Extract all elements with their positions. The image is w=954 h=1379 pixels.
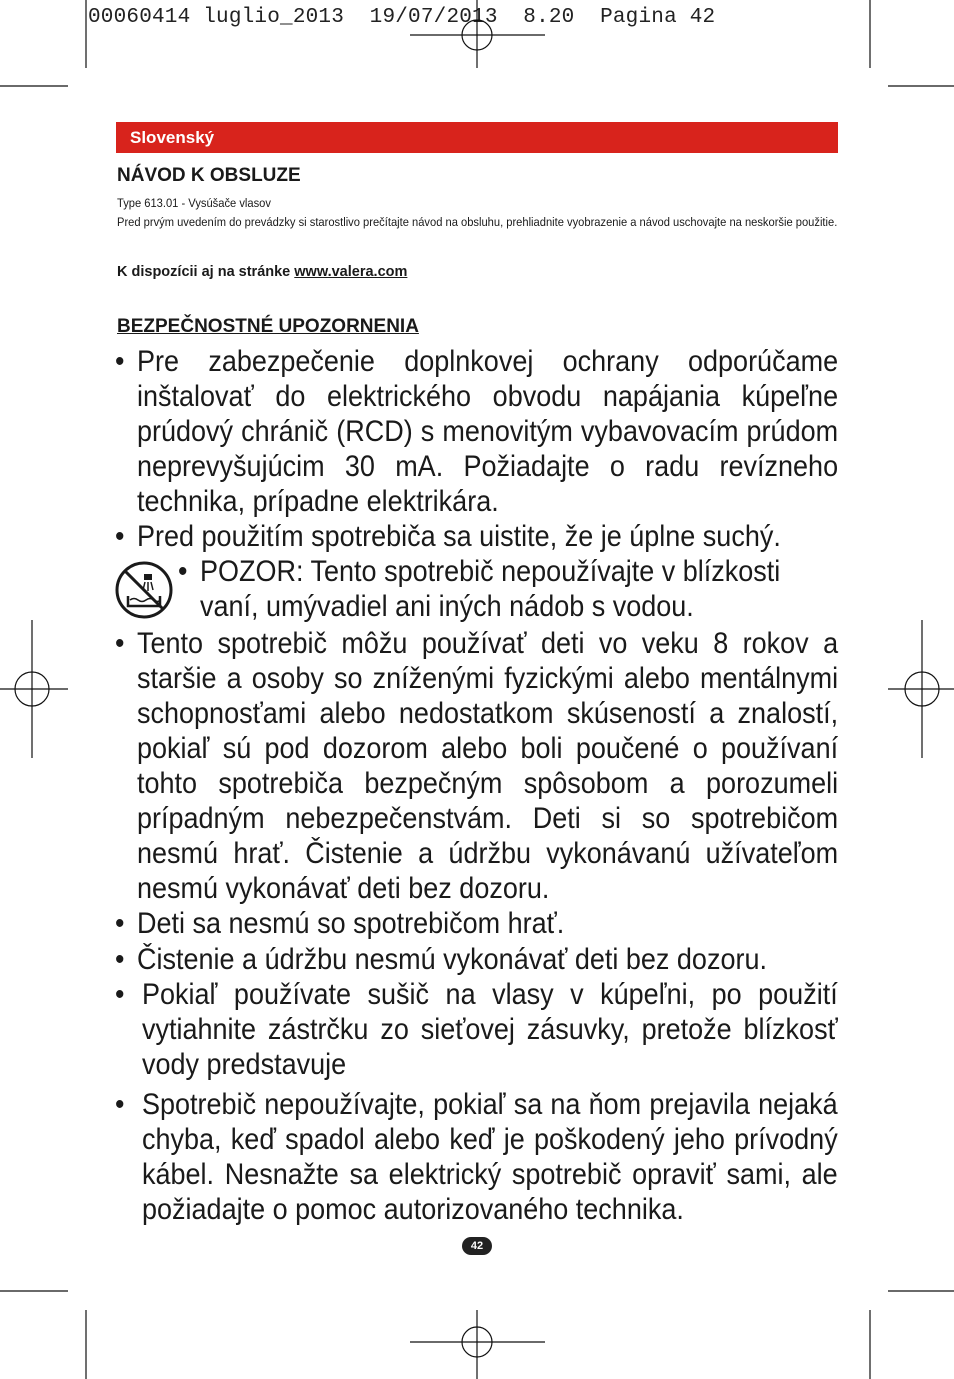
bullet: • [115,907,125,940]
item-children: Tento spotrebič môžu používať deti vo veku 8 rokov a staršie a osoby so zníženými fyzickými alebo mentálnymi schopnosťami alebo nedostatkom skúseností a znalostí, pokiaľ sú pod dozorom alebo boli poučené o používaní tohto spotrebiča bezpečným spôsobom a porozumeli prípadným nebezpečenstvám. Deti si so spotrebičom nesmú hrať. Čistenie a údržbu vykonávanú užívateľom nesmú vykonávať deti bez dozoru. [137,627,839,905]
website-link[interactable]: www.valera.com [294,264,408,280]
website-label: K dispozícii aj na stránke [117,264,295,280]
bullet: • [115,345,125,378]
manual-title: NÁVOD K OBSLUZE [117,165,301,186]
website-line [117,264,407,280]
language-bar: Slovenský [116,122,838,153]
item-pozor: POZOR: Tento spotrebič nepoužívajte v blízkosti vaní, umývadiel ani iných nádob s vodou. [200,555,781,623]
type-line: Type 613.01 - Vysúšače vlasov [117,196,271,210]
item-play: Deti sa nesmú so spotrebičom hrať. [137,907,565,940]
bullet: • [115,1088,125,1121]
item-cleaning: Čistenie a údržbu nesmú vykonávať deti bez dozoru. [137,943,767,976]
item-bathroom: Pokiaľ používate sušič na vlasy v kúpeľni, po použití vytiahnite zástrčku zo sieťovej zásuvky, pretože blízkosť vody predstavuje [142,978,838,1081]
item-rcd: Pre zabezpečenie doplnkovej ochrany odporúčame inštalovať do elektrického obvodu napájania kúpeľne prúdový chránič (RCD) s menovitým vybavovacím prúdom neprevyšujúcim 30 mA. Požiadajte o radu revízneho technika, prípadne elektrikára. [137,345,839,518]
bullet: • [115,520,125,553]
page-number: 42 [462,1237,492,1255]
bullet: • [115,978,125,1011]
intro-text: Pred prvým uvedením do prevádzky si starostlivo prečítajte návod na obsluhu, prehliadnite vyobrazenie a návod uschovajte na neskoršie použitie. [117,215,838,229]
item-fault: Spotrebič nepoužívajte, pokiaľ sa na ňom prejavila nejaká chyba, keď spadol alebo keď je poškodený jeho prívodný kábel. Nesnažte sa elektrický spotrebič opraviť sami, ale požiadajte o pomoc autorizovaného technika. [142,1088,838,1226]
bullet: • [178,555,188,588]
bullet: • [115,943,125,976]
safety-heading: BEZPEČNOSTNÉ UPOZORNENIA [117,316,419,337]
item-dry: Pred použitím spotrebiča sa uistite, že je úplne suchý. [137,520,781,553]
bullet: • [115,627,125,660]
print-header: 00060414 luglio_2013 19/07/2013 8.20 Pagina 42 [88,6,716,29]
no-water-bath-icon [114,560,174,620]
